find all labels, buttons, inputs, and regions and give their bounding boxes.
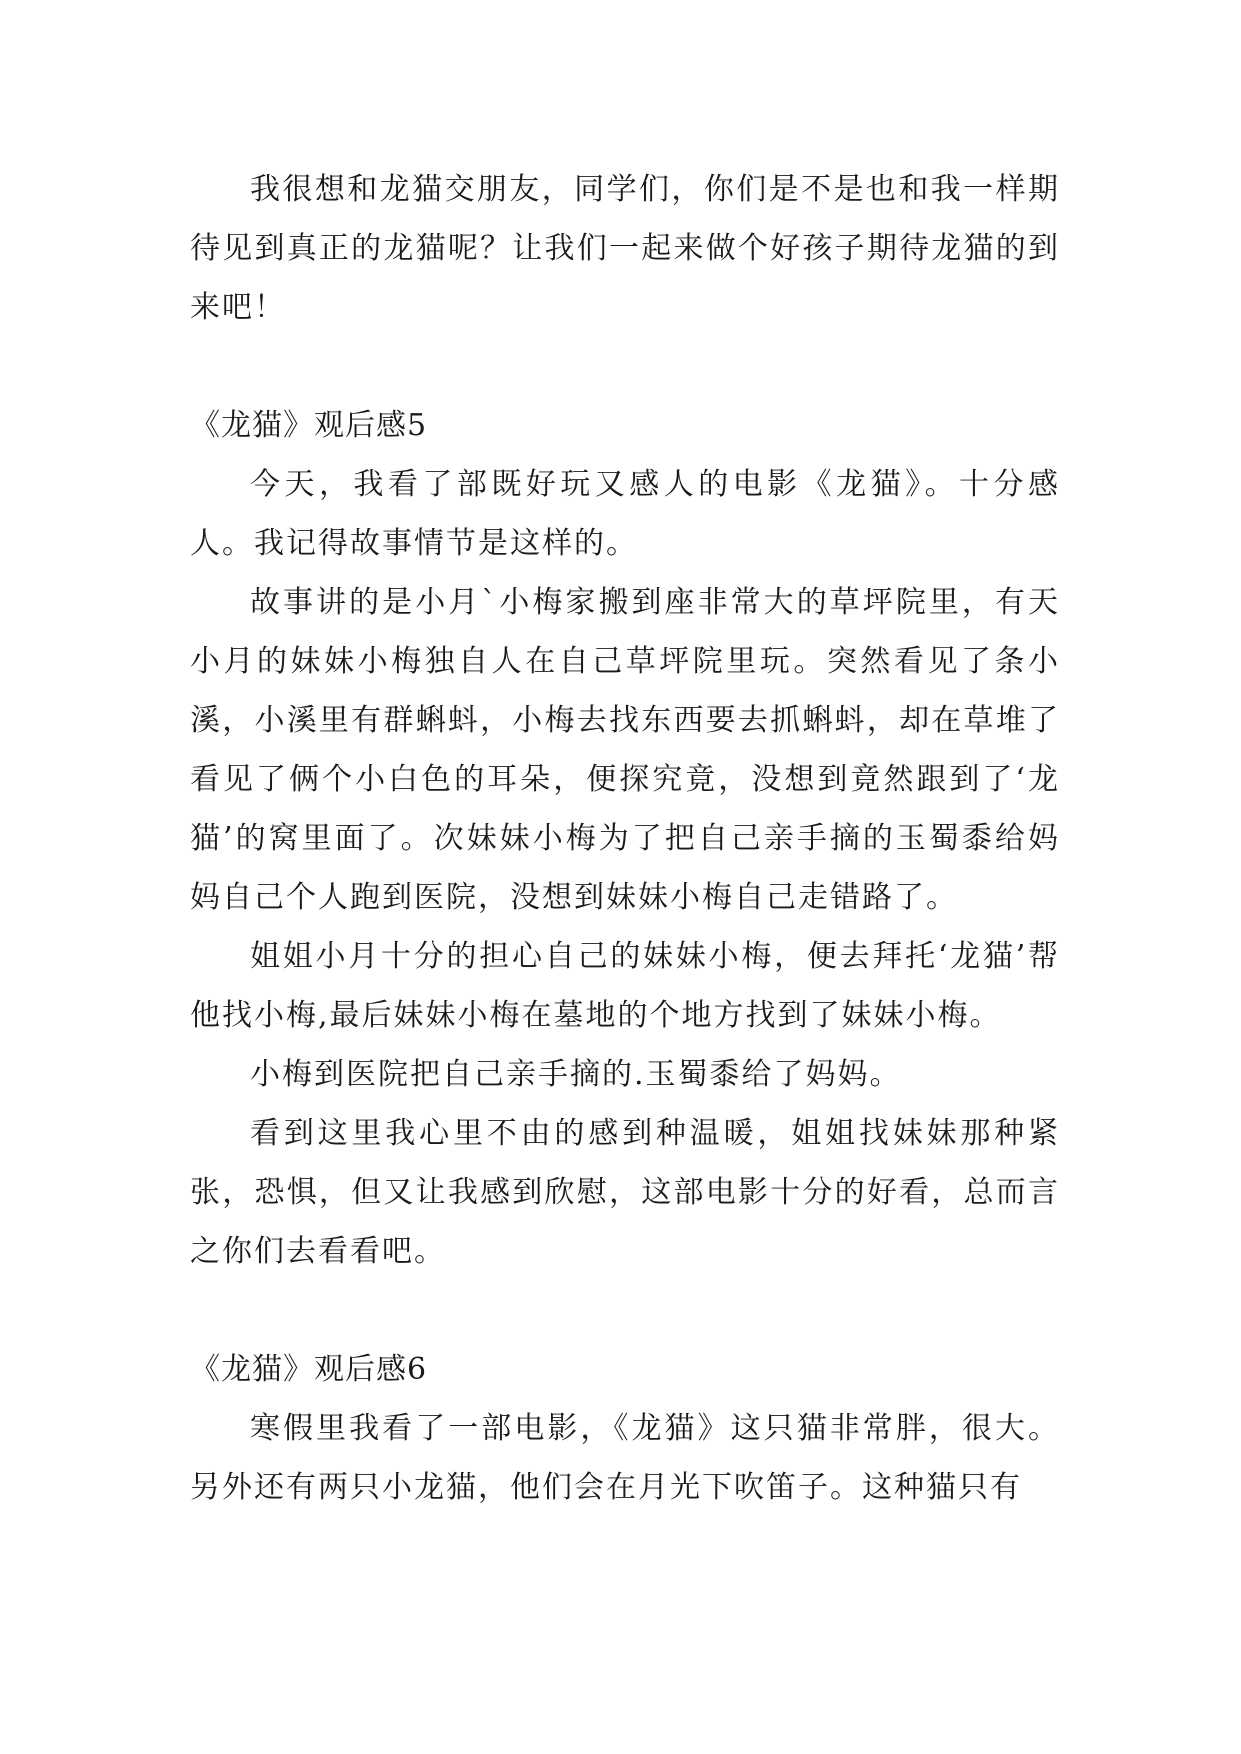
paragraph-intro: 今天，我看了部既好玩又感人的电影《龙猫》。十分感人。我记得故事情节是这样的。 bbox=[190, 467, 1060, 561]
section-gap bbox=[190, 1281, 1060, 1340]
paragraph-hospital: 小梅到医院把自己亲手摘的.玉蜀黍给了妈妈。 bbox=[250, 1057, 902, 1092]
paragraph-winter: 寒假里我看了一部电影，《龙猫》这只猫非常胖，很大。另外还有两只小龙猫，他们会在月光下吹笛子。这种猫只有 bbox=[190, 1411, 1060, 1505]
paragraph-closing: 我很想和龙猫交朋友，同学们，你们是不是也和我一样期待见到真正的龙猫呢？让我们一起来做个好孩子期待龙猫的到来吧！ bbox=[190, 172, 1060, 325]
section-title-6: 《龙猫》观后感6 bbox=[190, 1352, 428, 1387]
paragraph-feeling: 看到这里我心里不由的感到种温暖，姐姐找妹妹那种紧张，恐惧，但又让我感到欣慰，这部电影十分的好看，总而言之你们去看看吧。 bbox=[190, 1116, 1060, 1269]
section-title-5: 《龙猫》观后感5 bbox=[190, 408, 428, 443]
document-page bbox=[190, 160, 1060, 1517]
section-gap bbox=[190, 337, 1060, 396]
paragraph-story: 故事讲的是小月`小梅家搬到座非常大的草坪院里，有天小月的妹妹小梅独自人在自己草坪院里玩。突然看见了条小溪，小溪里有群蝌蚪，小梅去找东西要去抓蝌蚪，却在草堆了看见了俩个小白色的耳朵，便探究竟，没想到竟然跟到了‘龙猫’的窝里面了。次妹妹小梅为了把自己亲手摘的玉蜀黍给妈妈自己个人跑到医院，没想到妹妹小梅自己走错路了。 bbox=[190, 585, 1060, 915]
paragraph-search: 姐姐小月十分的担心自己的妹妹小梅，便去拜托‘龙猫’帮他找小梅,最后妹妹小梅在墓地的个地方找到了妹妹小梅。 bbox=[190, 939, 1060, 1033]
